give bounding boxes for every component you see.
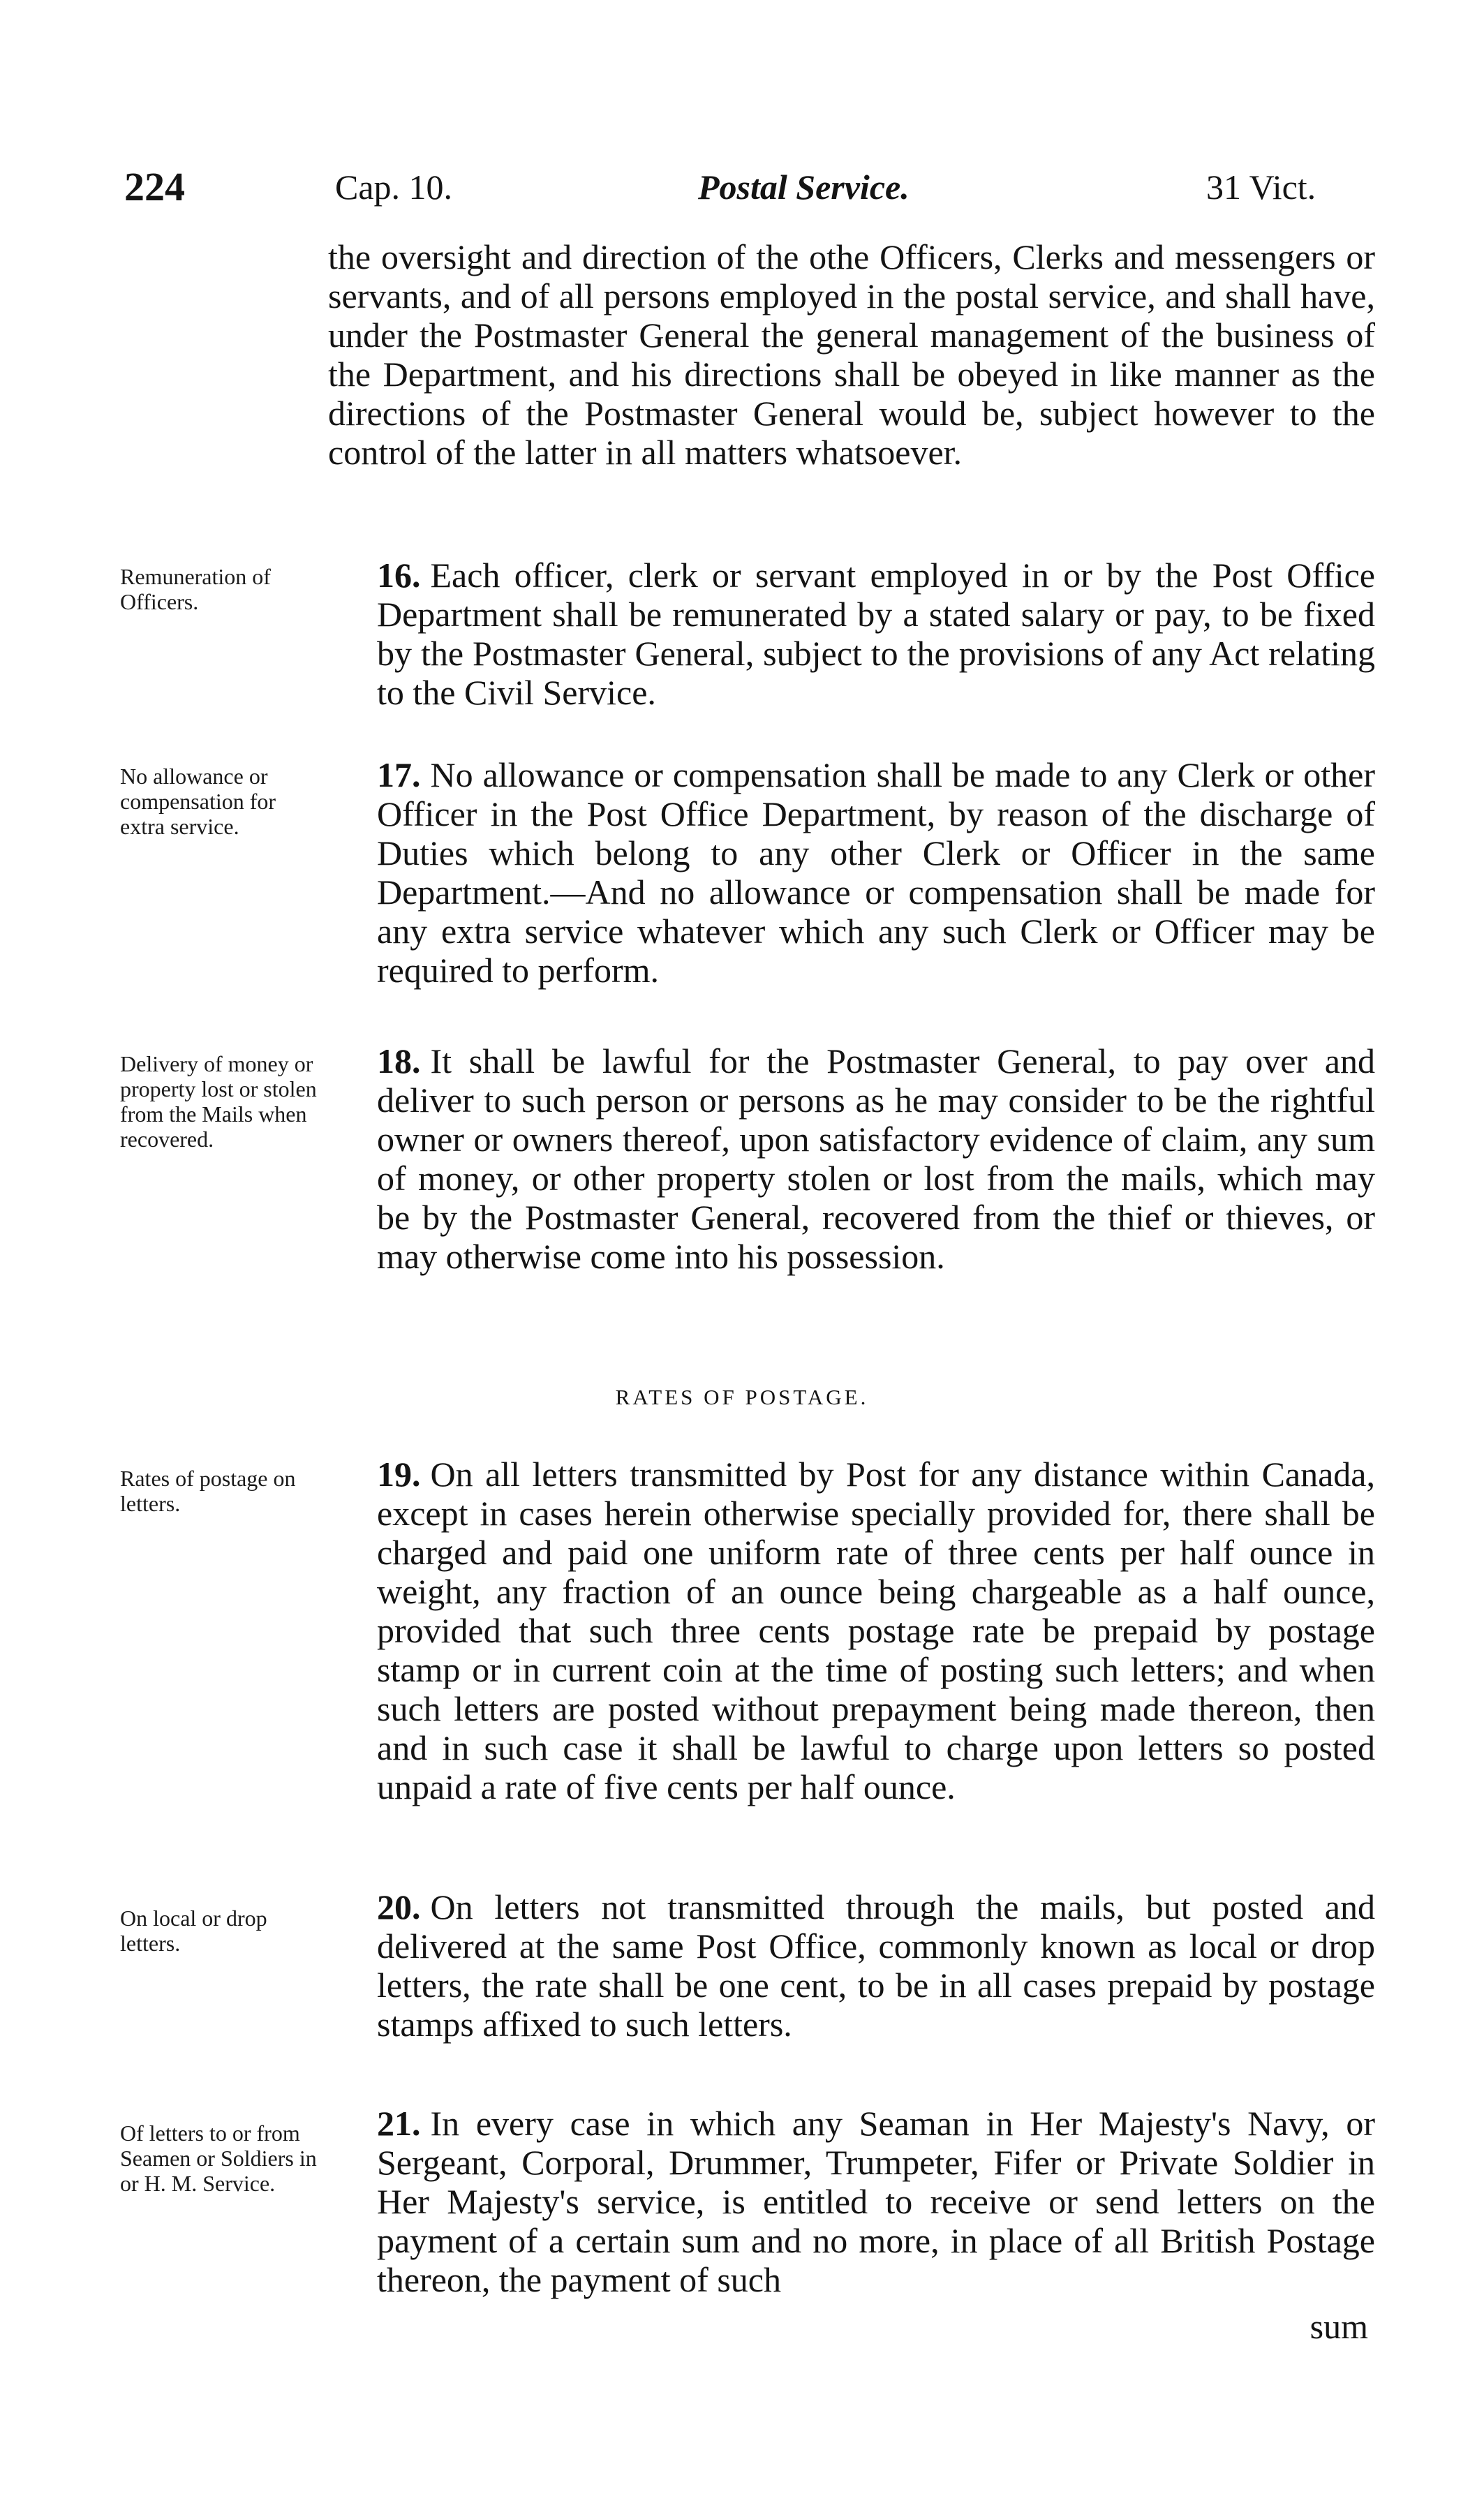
intro-text: the oversight and direction of the othe Officers, Clerks and messengers or servants, and of all persons employed in the postal service, and shall have, under the Postmaster General the general management of the business of the Department, and his directions shall be obeyed in like manner as the directions of the Postmaster General would be, subject however to the control of the latter in all matters whatsoever. bbox=[328, 237, 1375, 472]
margin-note-18: Delivery of money or property lost or stolen from the Mails when recovered. bbox=[120, 1051, 317, 1152]
intro-paragraph bbox=[328, 237, 1375, 472]
section-number-16: 16. bbox=[377, 556, 421, 595]
section-number-17: 17. bbox=[377, 755, 421, 794]
section-number-19: 19. bbox=[377, 1455, 421, 1494]
page-number: 224 bbox=[124, 164, 185, 209]
section-text-21: In every case in which any Seaman in Her Majesty's Navy, or Sergeant, Corporal, Drummer, Trumpeter, Fifer or Private Soldier in Her Majesty's service, is entitled to receive or send letters on the payment of a certain sum and no more, in place of all British Postage thereon, the payment of such bbox=[377, 2104, 1375, 2299]
section-number-18: 18. bbox=[377, 1041, 421, 1081]
margin-note-20: On local or drop letters. bbox=[120, 1906, 267, 1956]
section-text-19: On all letters transmitted by Post for any distance within Canada, except in cases herein otherwise specially provided for, there shall be charged and paid one uniform rate of three cents per half ounce in weight, any fraction of an ounce being chargeable as a half ounce, provided that such three cents postage rate be prepaid by postage stamp or in current coin at the time of posting such letters; and when such letters are posted without prepayment being made thereon, then and in such case it shall be lawful to charge upon letters so posted unpaid a rate of five cents per half ounce. bbox=[377, 1455, 1375, 1806]
margin-note-21: Of letters to or from Seamen or Soldiers in or H. M. Service. bbox=[120, 2121, 317, 2196]
section-number-21: 21. bbox=[377, 2104, 421, 2143]
margin-note-19: Rates of postage on letters. bbox=[120, 1466, 296, 1516]
section-text-20: On letters not transmitted through the mails, but posted and delivered at the same Post Office, commonly known as local or drop letters, the rate shall be one cent, to be in all cases prepaid by postage stamps affixed to such letters. bbox=[377, 1887, 1375, 2044]
section-20 bbox=[328, 1887, 1375, 2044]
chapter-label: Cap. 10. bbox=[335, 168, 453, 207]
section-text-16: Each officer, clerk or servant employed in or by the Post Office Department shall be remunerated by a stated salary or pay, to be fixed by the Postmaster General, subject to the provisions of any Act relating to the Civil Service. bbox=[377, 556, 1375, 712]
section-19 bbox=[328, 1455, 1375, 1806]
margin-note-16: Remuneration of Officers. bbox=[120, 564, 271, 614]
running-header bbox=[0, 159, 1484, 215]
catchword: sum bbox=[1309, 2307, 1368, 2346]
section-18 bbox=[328, 1041, 1375, 1276]
section-16 bbox=[328, 556, 1375, 712]
regnal-year: 31 Vict. bbox=[1206, 168, 1316, 207]
page-title: Postal Service. bbox=[698, 168, 910, 207]
section-number-20: 20. bbox=[377, 1887, 421, 1926]
section-heading-rates: RATES OF POSTAGE. bbox=[615, 1385, 869, 1409]
section-text-18: It shall be lawful for the Postmaster General, to pay over and deliver to such person or persons as he may consider to be the rightful owner or owners thereof, upon satisfactory evidence of claim, any sum of money, or other property stolen or lost from the mails, which may be by the Postmaster General, recovered from the thief or thieves, or may otherwise come into his possession. bbox=[377, 1041, 1375, 1276]
section-21 bbox=[328, 2104, 1375, 2299]
margin-note-17: No allowance or compensation for extra service. bbox=[120, 764, 276, 839]
section-text-17: No allowance or compensation shall be made to any Clerk or other Officer in the Post Office Department, by reason of the discharge of Duties which belong to any other Clerk or Officer in the same Department.—And no allowance or compensation shall be made for any extra service whatever which any such Clerk or Officer may be required to perform. bbox=[377, 755, 1375, 990]
section-17 bbox=[328, 755, 1375, 990]
